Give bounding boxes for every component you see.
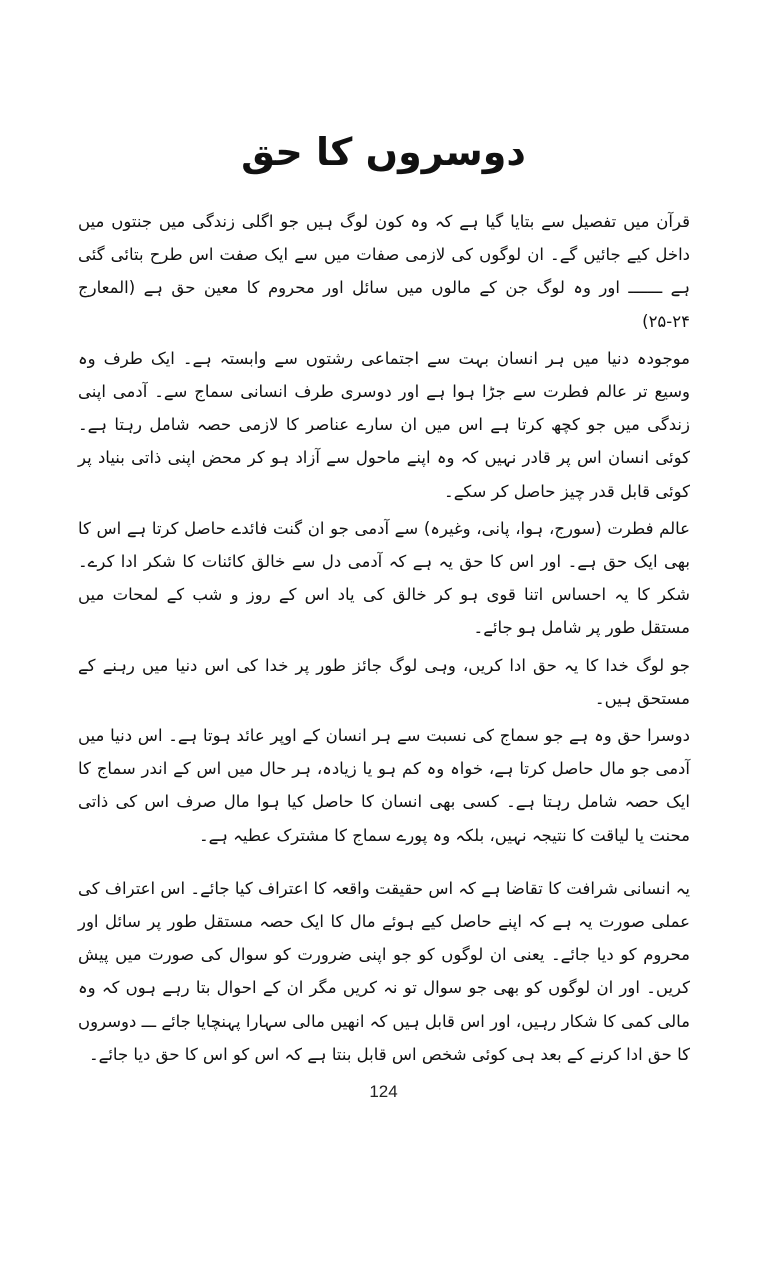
page-title: دوسروں کا حق	[241, 130, 526, 174]
page-number: 124	[369, 1082, 398, 1101]
paragraph-3: عالم فطرت (سورج، ہوا، پانی، وغیرہ) سے آدمی جو ان گنت فائدے حاصل کرتا ہے اس کا بھی ایک حق ہے۔ اور اس کا حق یہ ہے کہ آدمی دل سے خالق کائنات کا شکر ادا کرے۔ شکر کا یہ احساس اتنا قوی ہو کر خالق کی یاد اس کے روز و شب کے لمحات میں مستقل طور پر شامل ہو جائے۔	[78, 518, 690, 638]
paragraph-4: جو لوگ خدا کا یہ حق ادا کریں، وہی لوگ جائز طور پر خدا کی اس دنیا میں رہنے کے مستحق ہیں۔	[78, 655, 690, 708]
paragraph-6: یہ انسانی شرافت کا تقاضا ہے کہ اس حقیقت واقعہ کا اعتراف کیا جائے۔ اس اعتراف کی عملی صورت یہ ہے کہ اپنے حاصل کیے ہوئے مال کا ایک حصہ مستقل طور پر سائل اور محروم کو دیا جائے۔ یعنی ان لوگوں کو جو اپنی ضرورت کو سوال کی صورت میں پیش کریں۔ اور ان لوگوں کو بھی جو سوال تو نہ کریں مگر ان کے احوال بتا رہے ہوں کہ وہ مالی کمی کا شکار رہیں، اور اس قابل ہیں کہ انھیں مالی سہارا پہنچایا جائے ـــ دوسروں کا حق ادا کرنے کے بعد ہی کوئی شخص اس قابل بنتا ہے کہ اس کو اس کا حق دیا جائے۔	[78, 878, 690, 1064]
paragraph-2: موجودہ دنیا میں ہر انسان بہت سے اجتماعی رشتوں سے وابستہ ہے۔ ایک طرف وہ وسیع تر عالم فطرت سے جڑا ہوا ہے اور دوسری طرف انسانی سماج سے۔ آدمی اپنی زندگی میں جو کچھ کرتا ہے اس میں ان سارے عناصر کا لازمی حصہ شامل رہتا ہے۔ کوئی انسان اس پر قادر نہیں کہ وہ اپنے ماحول سے آزاد ہو کر محض اپنی ذاتی بنیاد پر کوئی قابل قدر چیز حاصل کر سکے۔	[78, 348, 690, 501]
paragraph-5: دوسرا حق وہ ہے جو سماج کی نسبت سے ہر انسان کے اوپر عائد ہوتا ہے۔ اس دنیا میں آدمی جو مال حاصل کرتا ہے، خواہ وہ کم ہو یا زیادہ، ہر حال میں اس کے اندر سماج کا ایک حصہ شامل رہتا ہے۔ کسی بھی انسان کا حاصل کیا ہوا مال صرف اس کی ذاتی محنت یا لیاقت کا نتیجہ نہیں، بلکہ وہ پورے سماج کا مشترک عطیہ ہے۔	[78, 726, 690, 845]
body-text	[78, 205, 690, 1071]
paragraph-1: قرآن میں تفصیل سے بتایا گیا ہے کہ وہ کون لوگ ہیں جو اگلی زندگی میں جنتوں میں داخل کیے جائیں گے۔ ان لوگوں کی لازمی صفات میں سے ایک صفت اس طرح بتائی گئی ہے ـــــــ اور وہ لوگ جن کے مالوں میں سائل اور محروم کا معین حق ہے (المعارج ۲۴-۲۵)	[78, 212, 690, 331]
